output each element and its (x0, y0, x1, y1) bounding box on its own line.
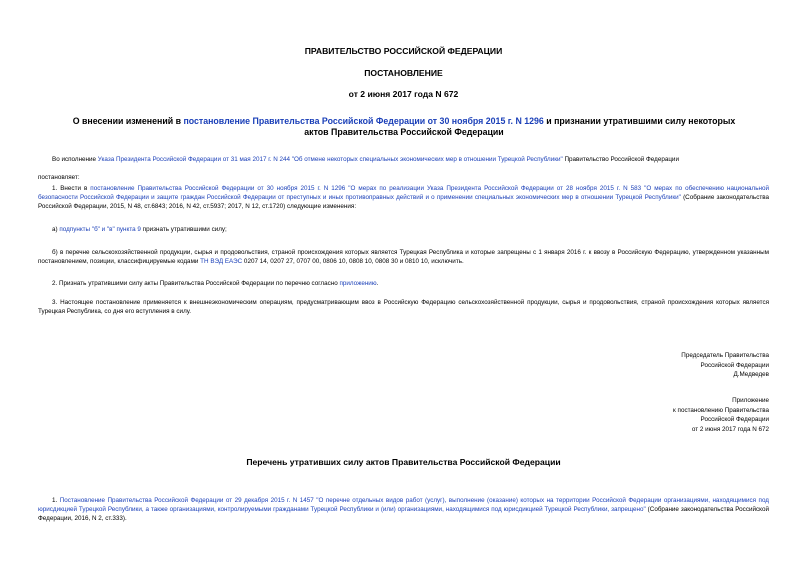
document-title (60, 116, 748, 138)
title-link[interactable]: постановление Правительства Российской Федерации от 30 ноября 2015 г. N 1296 (183, 116, 544, 126)
list-item-1-suffix: (Собрание законодательства Российской Федерации, 2016, N 2, ст.333). (38, 505, 769, 522)
appendix-country: Российской Федерации (700, 416, 769, 424)
appendix-date: от 2 июня 2017 года N 672 (691, 425, 769, 433)
decrees-label: постановляет: (38, 174, 80, 181)
item-1b-link[interactable]: ТН ВЭД ЕАЭС (200, 257, 243, 265)
title-suffix: и признании утратившими силу некоторых актов Правительства Российской Федерации (304, 116, 736, 137)
item-2 (38, 280, 769, 289)
item-1b-suffix: 0207 14, 0207 27, 0707 00, 0806 10, 0808 10, 0808 30 и 0810 10, исключить. (242, 257, 464, 265)
item-1-prefix: 1. Внести в (52, 185, 91, 192)
signature-position: Председатель Правительства (681, 352, 769, 359)
signature-name: Д.Медведев (733, 371, 769, 379)
government-heading: ПРАВИТЕЛЬСТВО РОССИЙСКОЙ ФЕДЕРАЦИИ (304, 46, 503, 56)
signature-country: Российской Федерации (700, 361, 769, 369)
list-item-1-prefix: 1. (52, 497, 60, 504)
signature-block (681, 351, 769, 380)
item-1-link[interactable]: постановление Правительства Российской Федерации от 30 ноября 2015 г. N 1296 "О мерах по реализации Указа Президента Российской Федерации от 28 ноября 2015 г. N 583 "О мерах по обеспечению национальной безопасности Российской Федерации и защите граждан Российской Федерации от преступных и иных противоправных действий и о применении специальных экономических мер в отношении Турецкой Республики" (38, 185, 769, 201)
list-item-1 (38, 497, 769, 523)
item-1a (38, 226, 769, 235)
item-1a-link-point[interactable]: пункта 9 (116, 226, 141, 233)
item-1a-suffix: признать утратившими силу; (140, 226, 227, 233)
appendix-ref: к постановлению Правительства (673, 406, 769, 414)
item-2-prefix: 2. Признать утратившими силу акты Правительства Российской Федерации по перечню согласно (52, 280, 340, 287)
item-1a-prefix: а) (52, 226, 60, 233)
item-3: 3. Настоящее постановление применяется к внешнеэкономическим операциям, предусматривающим ввоз в Российскую Федерацию сельскохозяйственной продукции, сырья и продовольствия, страной происхождения которых является Турецкая Республика, со дня его вступления в силу. (38, 299, 769, 315)
preamble-prefix: Во исполнение (52, 156, 98, 163)
doc-type-heading: ПОСТАНОВЛЕНИЕ (364, 68, 443, 78)
list-item-1-link[interactable]: Постановление Правительства Российской Федерации от 29 декабря 2015 г. N 1457 "О перечне отдельных видов работ (услуг), выполнение (оказание) которых на территории Российской Федерации организациями, находящимися под юрисдикцией Турецкой Республики, а также организациями, контролируемыми гражданами Турецкой Республики и (или) организациями, находящимися под юрисдикцией Турецкой Республики, запрещено" (38, 497, 769, 513)
item-1-suffix: (Собрание законодательства Российской Федерации, 2015, N 48, ст.6843; 2016, N 42, ст.5937; 2017, N 12, ст.1720) следующие изменения: (38, 193, 770, 210)
item-1b (38, 249, 769, 267)
preamble-link[interactable]: Указа Президента Российской Федерации от 31 мая 2017 г. N 244 "Об отмене некоторых специальных экономических мер в отношении Турецкой Республики" (97, 156, 563, 163)
item-1b-prefix: б) в перечне сельскохозяйственной продукции, сырья и продовольствия, страной происхождения которых является Турецкая Республика и которые запрещены с 1 января 2016 г. к ввозу в Российскую Федерацию, утвержденном указанным постановлением, позиции, классифицируемые кодами (38, 249, 769, 265)
preamble-suffix: Правительство Российской Федерации (562, 156, 679, 163)
item-1a-link-subitems[interactable]: подпункты "б" и "в" (59, 226, 115, 233)
item-2-link[interactable]: приложению (339, 280, 377, 287)
appendix-label: Приложение (732, 397, 769, 404)
item-1 (38, 185, 769, 211)
date-number: от 2 июня 2017 года N 672 (348, 89, 459, 99)
preamble (38, 156, 769, 165)
title-prefix: О внесении изменений в (72, 116, 184, 126)
appendix-block (673, 396, 769, 434)
item-2-suffix: . (376, 280, 379, 287)
list-title: Перечень утративших силу актов Правительства Российской Федерации (246, 457, 561, 467)
